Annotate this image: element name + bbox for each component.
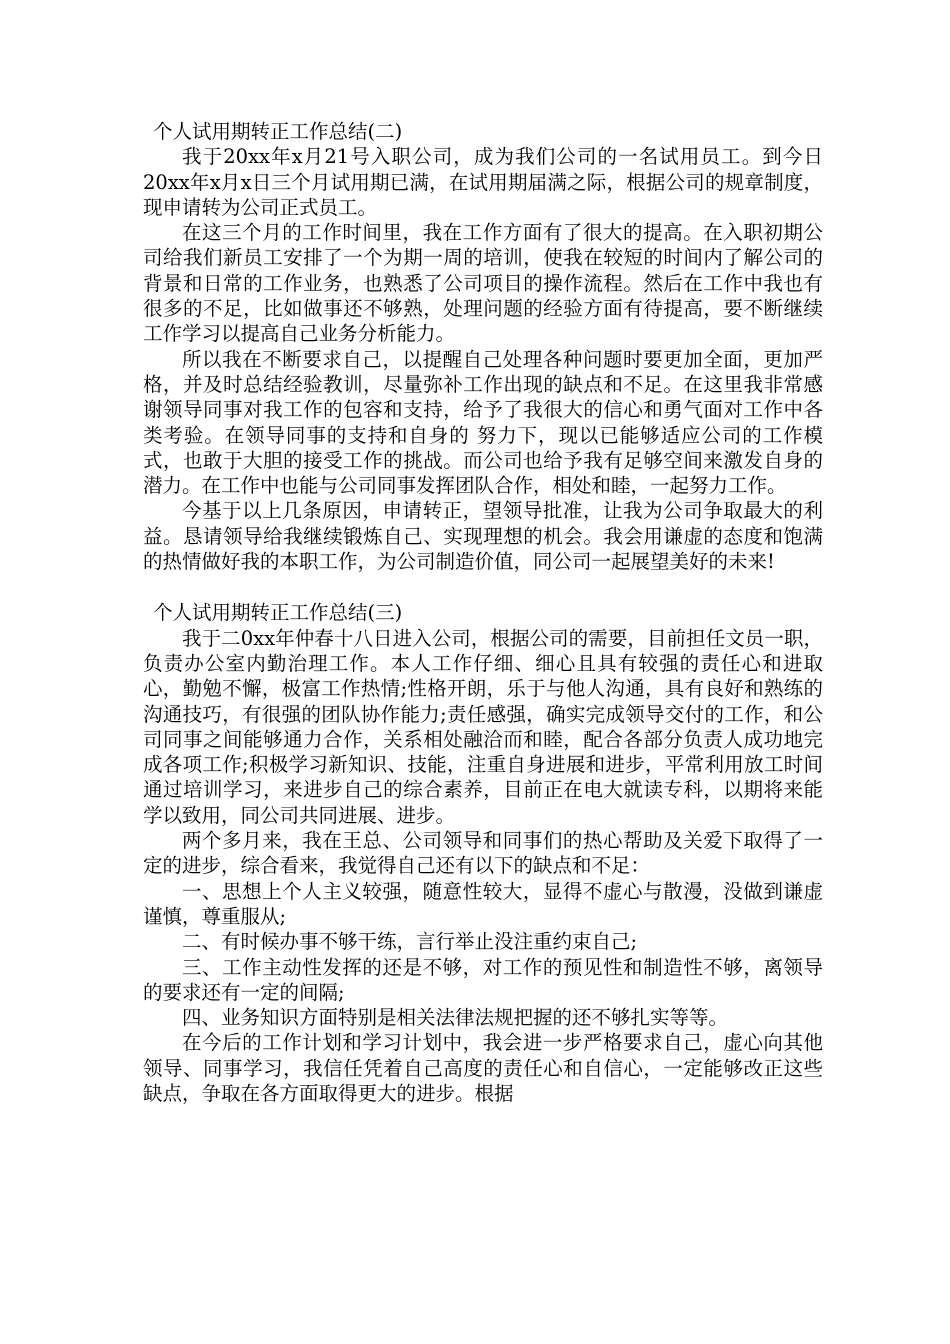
paragraph: 我于二0xx年仲春十八日进入公司，根据公司的需要，目前担任文员一职，负责办公室内勤治理工作。本人工作仔细、细心且具有较强的责任心和进取心，勤勉不懈，极富工作热情;性格开朗，乐于与他人沟通，具有良好和熟练的沟通技巧，有很强的团队协作能力;责任感强，确实完成领导交付的工作，和公司同事之间能够通力合作，关系相处融洽而和睦，配合各部分负责人成功地完成各项工作;积极学习新知识、技能，注重自身进展和进步，平常利用放工时间通过培训学习，来进步自己的综合素养，目前正在电大就读专科，以期将来能学以致用，同公司共同进展、进步。	[143, 626, 823, 827]
paragraph: 二、有时候办事不够干练，言行举止没注重约束自己;	[182, 930, 638, 954]
paragraph: 三、工作主动性发挥的还是不够，对工作的预见性和制造性不够，离领导的要求还有一定的间隔;	[143, 955, 823, 1004]
section-spacer	[143, 574, 823, 600]
paragraph: 在这三个月的工作时间里，我在工作方面有了很大的提高。在入职初期公司给我们新员工安排了一个为期一周的培训，使我在较短的时间内了解公司的背景和日常的工作业务，也熟悉了公司项目的操作流程。然后在工作中我也有很多的不足，比如做事还不够熟，处理问题的经验方面有待提高，要不断继续工作学习以提高自己业务分析能力。	[143, 221, 823, 346]
paragraph: 在今后的工作计划和学习计划中，我会进一步严格要求自己，虚心向其他领导、同事学习，我信任凭着自己高度的责任心和自信心，一定能够改正这些缺点，争取在各方面取得更大的进步。根据	[143, 1031, 823, 1105]
document-page	[143, 119, 823, 1106]
paragraph: 所以我在不断要求自己，以提醒自己处理各种问题时要更加全面，更加严格，并及时总结经验教训，尽量弥补工作出现的缺点和不足。在这里我非常感谢领导同事对我工作的包容和支持，给予了我很大的信心和勇气面对工作中各类考验。在领导同事的支持和自身的 努力下，现以已能够适应公司的工作模式，也敢于大胆的接受工作的挑战。而公司也给予我有足够空间来激发自身的潜力。在工作中也能与公司同事发挥团队合作，相处和睦，一起努力工作。	[143, 347, 823, 498]
section-title: 个人试用期转正工作总结(三)	[153, 601, 403, 625]
paragraph: 我于20xx年x月21号入职公司，成为我们公司的一名试用员工。到今日20xx年x月x日三个月试用期已满，在试用期届满之际，根据公司的规章制度，现申请转为公司正式员工。	[143, 145, 823, 219]
paragraph: 四、业务知识方面特别是相关法律法规把握的还不够扎实等等。	[182, 1006, 729, 1030]
section-summary-2	[143, 119, 823, 574]
section-summary-3	[143, 600, 823, 1106]
section-title: 个人试用期转正工作总结(二)	[153, 120, 403, 143]
paragraph: 一、思想上个人主义较强，随意性较大，显得不虚心与散漫，没做到谦虚谨慎，尊重服从;	[143, 879, 823, 928]
paragraph: 今基于以上几条原因，申请转正，望领导批准，让我为公司争取最大的利益。恳请领导给我继续锻炼自己、实现理想的机会。我会用谦虚的态度和饱满的热情做好我的本职工作，为公司制造价值，同公司一起展望美好的未来!	[143, 499, 823, 574]
paragraph: 两个多月来，我在王总、公司领导和同事们的热心帮助及关爱下取得了一定的进步，综合看来，我觉得自己还有以下的缺点和不足：	[143, 829, 823, 878]
